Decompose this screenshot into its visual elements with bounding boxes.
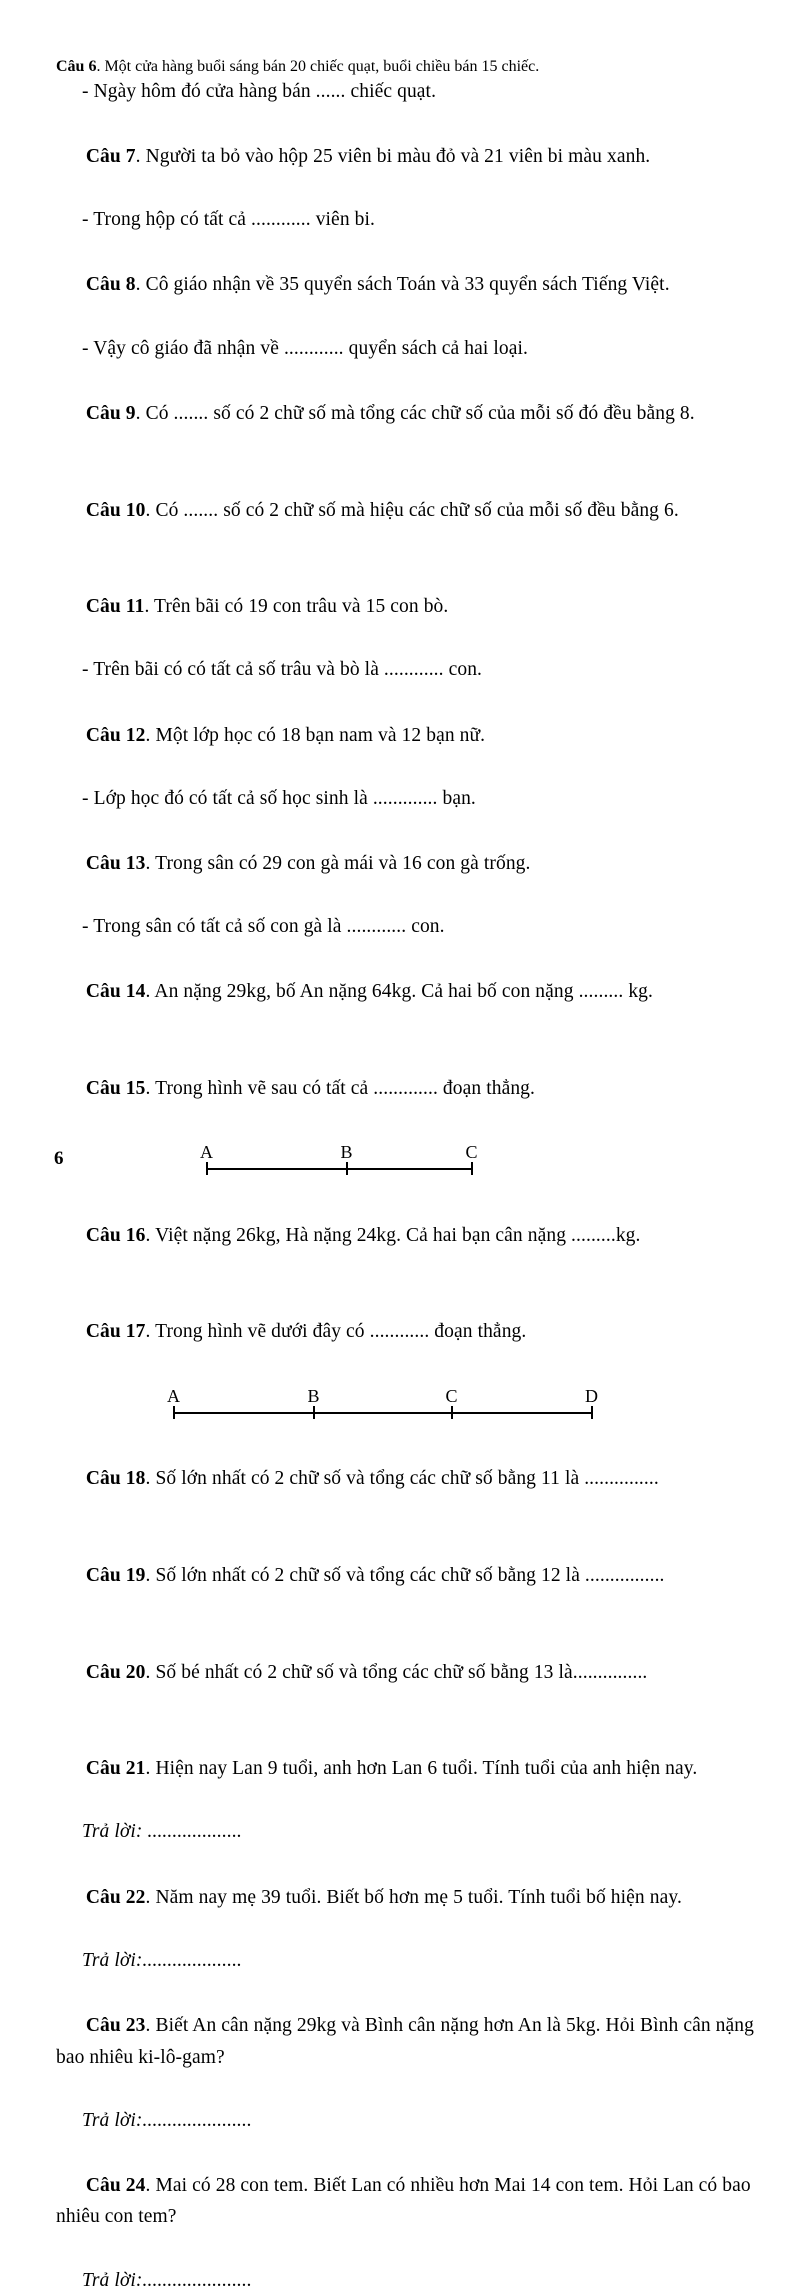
question-text: . Số lớn nhất có 2 chữ số và tổng các chữ số bằng 11 là ...............	[145, 1468, 659, 1490]
question-item	[48, 110, 755, 205]
segment-line	[207, 1168, 472, 1170]
question-text: . Năm nay mẹ 39 tuổi. Biết bố hơn mẹ 5 tuổi. Tính tuổi bố hiện nay.	[145, 1886, 682, 1908]
question-item	[48, 1978, 759, 2104]
question-item	[48, 560, 755, 655]
segment-point-d: D	[585, 1385, 598, 1406]
question-text: . Trong sân có 29 con gà mái và 16 con gà trống.	[145, 852, 531, 874]
question-text: . Số bé nhất có 2 chữ số và tổng các chữ số bằng 13 là...............	[145, 1661, 648, 1683]
question-label: Câu 8	[85, 274, 136, 296]
segment-tick-c	[451, 1406, 453, 1419]
question-label: Câu 6	[56, 58, 97, 75]
question-label: Câu 16	[85, 1224, 146, 1246]
question-item	[48, 1285, 755, 1380]
question-item	[48, 816, 755, 911]
question-text: . Có ....... số có 2 chữ số mà hiệu các chữ số của mỗi số đều bằng 6.	[145, 499, 679, 521]
segment-tick-d	[591, 1406, 593, 1419]
question-text: . Người ta bỏ vào hộp 25 viên bi màu đỏ và 21 viên bi màu xanh.	[135, 146, 651, 168]
question-label: Câu 7	[85, 146, 136, 168]
question-subline: - Trong sân có tất cả số con gà là ............ con.	[82, 916, 445, 938]
segment-point-a: A	[167, 1385, 180, 1406]
answer-line: Trả lời:......................	[82, 2269, 252, 2291]
segment-tick-b	[313, 1406, 315, 1419]
question-list	[48, 58, 759, 2296]
question-text: . Một cửa hàng buổi sáng bán 20 chiếc quạt, buổi chiều bán 15 chiếc.	[96, 58, 540, 75]
question-text: . An nặng 29kg, bố An nặng 64kg. Cả hai bố con nặng ......... kg.	[145, 981, 654, 1003]
question-label: Câu 11	[85, 596, 145, 618]
question-text: . Trên bãi có 19 con trâu và 15 con bò.	[144, 596, 449, 618]
question-label: Câu 10	[85, 499, 146, 521]
segment-tick-b	[346, 1162, 348, 1175]
question-item	[48, 366, 755, 461]
question-item	[48, 1722, 755, 1817]
question-item	[48, 688, 755, 783]
question-text: . Trong hình vẽ dưới đây có ............ đoạn thẳng.	[145, 1321, 527, 1343]
question-subline: - Trên bãi có có tất cả số trâu và bò là ............ con.	[82, 659, 483, 681]
page-number: 6	[54, 1148, 64, 1169]
question-text: . Biết An cân nặng 29kg và Bình cân nặng hơn An là 5kg. Hỏi Bình cân nặng bao nhiêu ki-lô-gam?	[56, 2014, 759, 2068]
question-label: Câu 23	[85, 2014, 146, 2036]
question-item	[48, 1188, 755, 1283]
segment-tick-a	[206, 1162, 208, 1175]
question-item	[48, 1625, 755, 1720]
question-subline: - Ngày hôm đó cửa hàng bán ...... chiếc quạt.	[82, 81, 437, 102]
segment-figure-abcd	[48, 1386, 755, 1430]
segment-tick-c	[471, 1162, 473, 1175]
question-text: . Trong hình vẽ sau có tất cả ............. đoạn thẳng.	[145, 1077, 536, 1099]
question-label: Câu 12	[85, 724, 146, 746]
question-text: . Việt nặng 26kg, Hà nặng 24kg. Cả hai bạn cân nặng .........kg.	[145, 1224, 641, 1246]
answer-line: Trả lời:......................	[82, 2109, 252, 2131]
segment-figure-abc	[48, 1142, 755, 1186]
segment-labels	[122, 1386, 682, 1408]
segment-point-b: B	[307, 1385, 320, 1406]
question-text: . Có ....... số có 2 chữ số mà tổng các chữ số của mỗi số đó đều bằng 8.	[135, 402, 695, 424]
question-item	[48, 1528, 755, 1623]
question-label: Câu 14	[85, 981, 146, 1003]
question-item	[48, 58, 755, 76]
question-text: . Mai có 28 con tem. Biết Lan có nhiều hơn Mai 14 con tem. Hỏi Lan có bao nhiêu con tem?	[56, 2174, 756, 2228]
question-label: Câu 17	[85, 1321, 146, 1343]
question-item	[48, 1041, 755, 1136]
segment-point-b: B	[340, 1142, 353, 1163]
question-label: Câu 19	[85, 1564, 146, 1586]
question-label: Câu 22	[85, 1886, 146, 1908]
segment-point-c: C	[445, 1385, 458, 1406]
question-label: Câu 24	[85, 2174, 146, 2196]
question-label: Câu 20	[85, 1661, 146, 1683]
question-subline: - Lớp học đó có tất cả số học sinh là ............. bạn.	[82, 787, 476, 809]
segment-line	[174, 1412, 592, 1414]
segment-point-c: C	[465, 1142, 478, 1163]
segment-point-a: A	[200, 1142, 213, 1163]
question-label: Câu 18	[85, 1468, 146, 1490]
question-item	[48, 1432, 755, 1527]
question-item	[48, 238, 755, 333]
question-item	[48, 1850, 755, 1945]
question-text: . Hiện nay Lan 9 tuổi, anh hơn Lan 6 tuổi. Tính tuổi của anh hiện nay.	[145, 1758, 698, 1780]
answer-line: Trả lời:....................	[82, 1949, 243, 1971]
segment-tick-a	[173, 1406, 175, 1419]
question-text: . Một lớp học có 18 bạn nam và 12 bạn nữ.	[145, 724, 486, 746]
question-subline: - Trong hộp có tất cả ............ viên bi.	[82, 209, 375, 231]
question-item	[48, 2138, 755, 2264]
question-text: . Cô giáo nhận về 35 quyển sách Toán và 33 quyển sách Tiếng Việt.	[135, 274, 670, 296]
segment-labels	[192, 1142, 612, 1164]
question-item	[48, 945, 755, 1040]
question-label: Câu 15	[85, 1077, 146, 1099]
question-label: Câu 13	[85, 852, 146, 874]
question-label: Câu 9	[85, 402, 136, 424]
question-item	[48, 463, 755, 558]
question-subline: - Vậy cô giáo đã nhận về ............ quyển sách cả hai loại.	[82, 337, 528, 359]
answer-line: Trả lời: ...................	[82, 1821, 243, 1843]
question-label: Câu 21	[85, 1758, 146, 1780]
question-text: . Số lớn nhất có 2 chữ số và tổng các chữ số bằng 12 là ................	[145, 1564, 665, 1586]
